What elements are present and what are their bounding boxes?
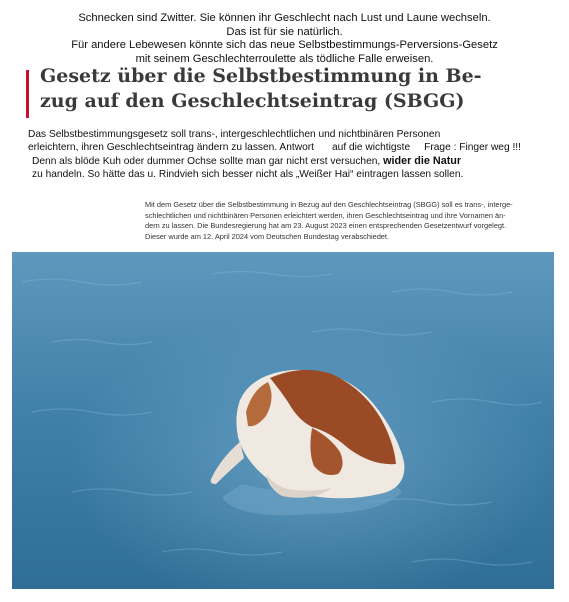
heading-line-2: zug auf den Geschlechtseintrag (SBGG): [40, 90, 465, 112]
comment-line-2c: Frage : Finger weg !!!: [424, 142, 521, 154]
intro-line-4: mit seinem Geschlechterroulette als tödliche Falle erweisen.: [135, 52, 434, 65]
intro-line-2: Das ist für sie natürlich.: [226, 25, 343, 38]
article-heading: [40, 64, 482, 114]
intro-text: [0, 12, 569, 66]
comment-line-4: zu handeln. So hätte das u. Rindvieh sich besser nicht als „Weißer Hai“ eintragen lassen sollen.: [32, 169, 464, 181]
excerpt-line-2: schlechtlichen und nichtbinären Personen erleichtert werden, ihren Geschlechtseintrag und ihre Vornamen än-: [145, 210, 506, 220]
comment-line-3a: Denn als blöde Kuh oder dummer Ochse sollte man gar nicht erst versuchen,: [32, 155, 381, 167]
heading-accent-bar: [26, 70, 29, 118]
cow-in-sea-photo: [12, 252, 554, 589]
photo-illustration: [12, 252, 554, 589]
excerpt-line-1: Mit dem Gesetz über die Selbstbestimmung in Bezug auf den Geschlechtseintrag (SBGG) soll es trans-, interge-: [145, 200, 513, 209]
law-excerpt: [145, 200, 513, 243]
comment-emphasis: wider die Natur: [383, 154, 462, 167]
excerpt-line-3: dern zu lassen. Die Bundesregierung hat am 23. August 2023 einen entsprechenden Gesetzentwurf vorgelegt.: [145, 221, 507, 231]
intro-line-1: Schnecken sind Zwitter. Sie können ihr Geschlecht nach Lust und Laune wechseln.: [78, 12, 491, 24]
heading-line-1: Gesetz über die Selbstbestimmung in Be-: [40, 65, 482, 87]
excerpt-line-4: Dieser wurde am 12. April 2024 vom Deutschen Bundestag verabschiedet.: [145, 232, 390, 242]
comment-line-1: Das Selbstbestimmungsgesetz soll trans-, intergeschlechtlichen und nichtbinären Personen: [28, 129, 441, 140]
comment-line-2: [28, 141, 521, 154]
intro-line-3: Für andere Lebewesen könnte sich das neue Selbstbestimmungs-Perversions-Gesetz: [71, 39, 498, 52]
comment-line-2b: auf die wichtigste: [331, 142, 411, 154]
comment-line-2a: erleichtern, ihren Geschlechtseintrag ändern zu lassen. Antwort: [28, 142, 314, 154]
comment-line-3: [28, 155, 521, 168]
comment-text: [28, 128, 521, 182]
